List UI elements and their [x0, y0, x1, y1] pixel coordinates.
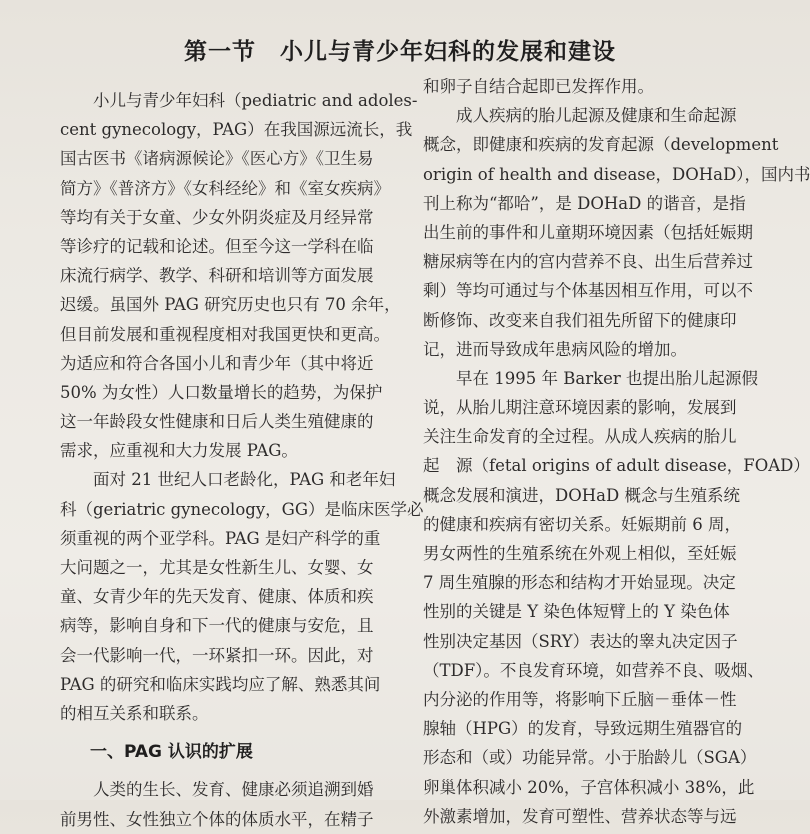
text-line: 男女两性的生殖系统在外观上相似，至妊娠 — [423, 544, 737, 563]
right-column — [423, 72, 810, 831]
paragraph-human-development — [60, 775, 388, 833]
text-line: 需求，应重视和大力发展 PAG。 — [60, 441, 298, 461]
text-line: 前男性、女性独立个体的体质水平，在精子 — [60, 809, 374, 829]
text-line: 起 源（fetal origins of adult disease，FOAD） — [423, 456, 810, 476]
text-line: 7 周生殖腺的形态和结构才开始显现。决定 — [423, 573, 736, 593]
text-line: 卵巢体积减小 20%，子宫体积减小 38%，此 — [423, 777, 755, 797]
text-line: 外激素增加，发育可塑性、营养状态等与远 — [423, 806, 737, 826]
text-line: 成人疾病的胎儿起源及健康和生命起源 — [456, 106, 737, 126]
paragraph-aging-population — [60, 465, 424, 728]
text-line: PAG 的研究和临床实践均应了解、熟悉其间 — [60, 674, 381, 694]
text-line: 大问题之一，尤其是女性新生儿、女婴、女 — [60, 558, 374, 577]
section-title: 第一节 小儿与青少年妇科的发展和建设 — [184, 38, 616, 65]
text-line: 和卵子自结合起即已发挥作用。 — [423, 77, 654, 96]
text-line: 50% 为女性）人口数量增长的趋势，为保护 — [60, 382, 383, 402]
text-line: 说，从胎儿期注意环境因素的影响，发展到 — [423, 398, 737, 418]
text-line: 病等，影响自身和下一代的健康与安危，且 — [60, 616, 374, 636]
text-line: 会一代影响一代，一环紧扣一环。因此，对 — [60, 645, 374, 665]
text-line: 关注生命发育的全过程。从成人疾病的胎儿 — [423, 427, 737, 447]
text-line: 腺轴（HPG）的发育，导致远期生殖器官的 — [423, 719, 743, 739]
text-line: 记，进而导致成年患病风险的增加。 — [423, 339, 687, 359]
text-line: 早在 1995 年 Barker 也提出胎儿起源假 — [456, 368, 758, 388]
text-line: 迟缓。虽国外 PAG 研究历史也只有 70 余年， — [60, 295, 401, 315]
text-line: 概念发展和演进，DOHaD 概念与生殖系统 — [423, 485, 740, 505]
text-line: 内分泌的作用等，将影响下丘脑－垂体－性 — [423, 689, 737, 709]
text-line: 等均有关于女童、少女外阴炎症及月经异常 — [60, 207, 374, 227]
text-line: 剩）等均可通过与个体基因相互作用，可以不 — [423, 281, 753, 301]
left-column — [60, 86, 424, 834]
text-line: 的健康和疾病有密切关系。妊娠期前 6 周， — [423, 514, 741, 534]
text-line: 断修饰、改变来自我们祖先所留下的健康印 — [423, 310, 737, 330]
text-line: （TDF）。不良发育环境，如营养不良、吸烟、 — [423, 660, 764, 680]
text-line: 床流行病学、教学、科研和培训等方面发展 — [60, 266, 374, 286]
text-line: 性别决定基因（SRY）表达的睾丸决定因子 — [423, 631, 738, 651]
text-line: 性别的关键是 Y 染色体短臂上的 Y 染色体 — [423, 602, 730, 622]
text-line: 但目前发展和重视程度相对我国更快和更高。 — [60, 324, 390, 344]
text-line: 为适应和符合各国小儿和青少年（其中将近 — [60, 353, 374, 373]
text-line: 人类的生长、发育、健康必须追溯到婚 — [93, 780, 374, 800]
text-line: 科（geriatric gynecology，GG）是临床医学必 — [60, 499, 424, 519]
paragraph-barker — [423, 364, 810, 831]
text-line: 的相互关系和联系。 — [60, 703, 209, 723]
text-line: 概念，即健康和疾病的发育起源（development — [423, 135, 779, 155]
text-line: 出生前的事件和儿童期环境因素（包括妊娠期 — [423, 222, 753, 242]
text-line: 这一年龄段女性健康和日后人类生殖健康的 — [60, 412, 374, 432]
text-line: 面对 21 世纪人口老龄化，PAG 和老年妇 — [93, 470, 396, 490]
subsection-heading: 一、PAG 认识的扩展 — [90, 742, 253, 763]
text-line: cent gynecology，PAG）在我国源远流长，我 — [60, 120, 413, 140]
text-line: 刊上称为“都哈”，是 DOHaD 的谐音，是指 — [423, 193, 746, 213]
text-line: 童、女青少年的先天发育、健康、体质和疾 — [60, 587, 374, 607]
text-line: 须重视的两个亚学科。PAG 是妇产科学的重 — [60, 528, 381, 548]
paragraph-continuation — [423, 72, 751, 101]
text-line: 国古医书《诸病源候论》《医心方》《卫生易 — [60, 149, 374, 169]
text-line: 形态和（或）功能异常。小于胎龄儿（SGA） — [423, 748, 757, 768]
text-line: origin of health and disease，DOHaD），国内书 — [423, 164, 810, 184]
text-line: 小儿与青少年妇科（pediatric and adoles- — [93, 91, 418, 110]
paragraph-pag-history — [60, 86, 418, 465]
text-line: 等诊疗的记载和论述。但至今这一学科在临 — [60, 236, 374, 256]
text-line: 糖尿病等在内的宫内营养不良、出生后营养过 — [423, 252, 753, 272]
paragraph-dohad — [423, 101, 810, 364]
text-line: 简方》《普济方》《女科经纶》和《室女疾病》 — [60, 178, 390, 198]
